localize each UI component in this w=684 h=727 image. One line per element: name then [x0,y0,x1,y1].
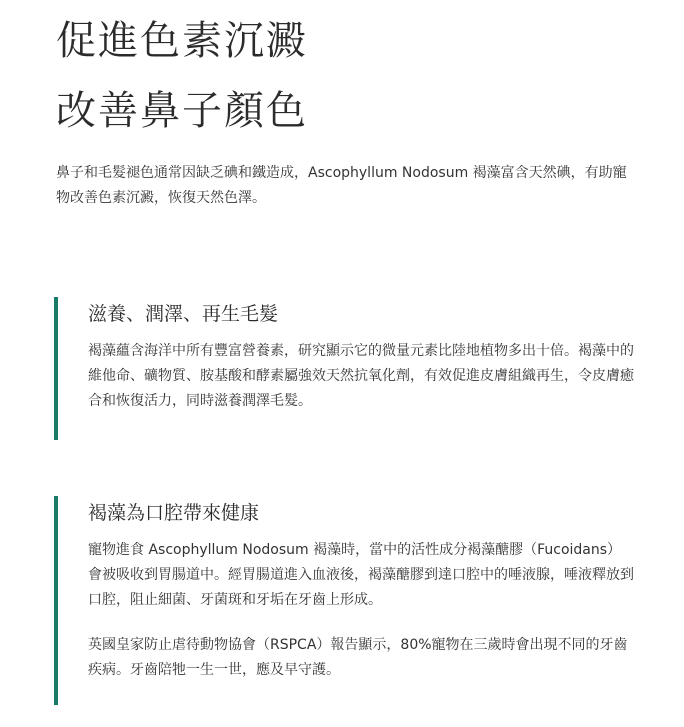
page-title-line-2: 改善鼻子顏色 [56,88,308,134]
section-paragraph: 寵物進食 Ascophyllum Nodosum 褐藻時，當中的活性成分褐藻醣膠（Fucoidans）會被吸收到胃腸道中。經胃腸道進入血液後，褐藻醣膠到達口腔中的唾液腺，唾液釋放到口腔，阻止細菌、牙菌斑和牙垢在牙齒上形成。 [88,542,634,608]
section-title: 褐藻為口腔帶來健康 [88,502,260,524]
intro-paragraph: 鼻子和毛髮褪色通常因缺乏碘和鐵造成，Ascophyllum Nodosum 褐藻富含天然碘，有助寵物改善色素沉澱，恢復天然色澤。 [56,165,627,206]
section-paragraph: 英國皇家防止虐待動物協會（RSPCA）報告顯示，80%寵物在三歲時會出現不同的牙齒疾病。牙齒陪牠一生一世，應及早守護。 [88,637,628,678]
page-title-line-1: 促進色素沉澱 [56,18,308,64]
section-nourish-hair [54,297,634,440]
section-oral-health [54,496,634,705]
section-paragraph: 褐藻蘊含海洋中所有豐富營養素，研究顯示它的微量元素比陸地植物多出十倍。褐藻中的維他命、礦物質、胺基酸和酵素屬強效天然抗氧化劑，有效促進皮膚組織再生，令皮膚癒合和恢復活力，同時滋養潤澤毛髮。 [88,343,634,409]
section-title: 滋養、潤澤、再生毛髮 [88,303,279,325]
page-title [56,6,308,146]
